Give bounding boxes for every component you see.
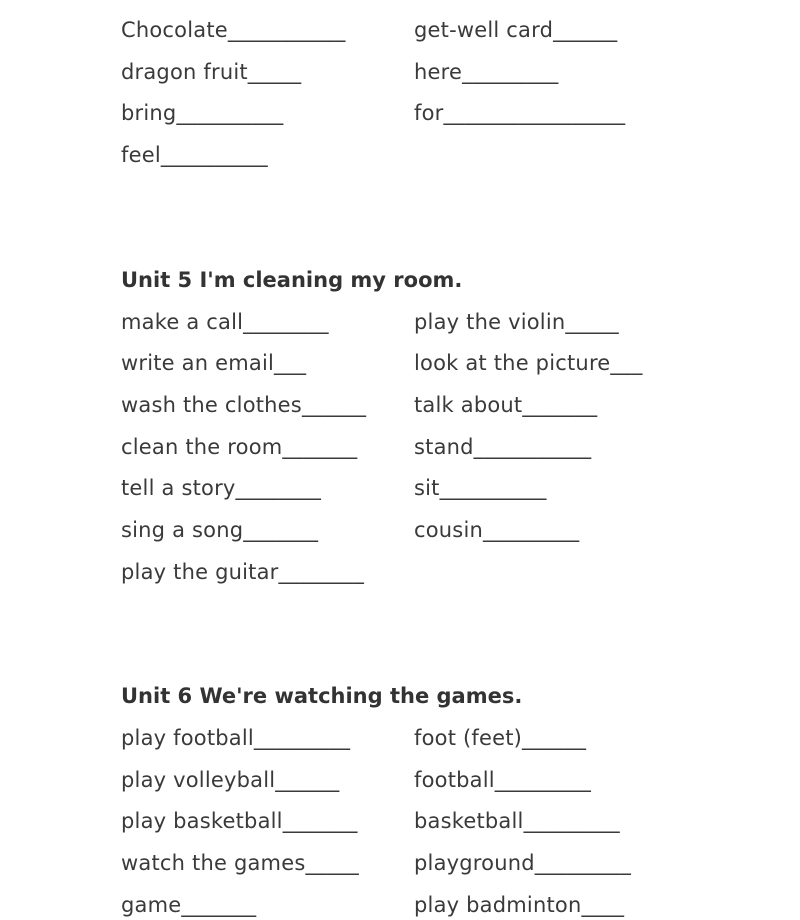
vocab-item-wash-the-clothes: wash the clothes______ xyxy=(121,393,367,417)
vocab-item-chocolate: Chocolate___________ xyxy=(121,18,346,42)
vocab-item-get-well-card: get-well card______ xyxy=(414,18,618,42)
vocab-item-here: here_________ xyxy=(414,60,559,84)
vocab-item-clean-the-room: clean the room_______ xyxy=(121,435,358,459)
vocab-item-play-the-guitar: play the guitar________ xyxy=(121,560,365,584)
vocab-item-watch-the-games: watch the games_____ xyxy=(121,851,359,875)
vocab-item-play-volleyball: play volleyball______ xyxy=(121,768,340,792)
vocab-item-talk-about: talk about_______ xyxy=(414,393,598,417)
vocab-item-game: game_______ xyxy=(121,893,257,917)
vocab-item-playground: playground_________ xyxy=(414,851,632,875)
vocab-item-play-football: play football_________ xyxy=(121,726,351,750)
vocab-item-stand: stand___________ xyxy=(414,435,592,459)
vocab-item-dragon-fruit: dragon fruit_____ xyxy=(121,60,302,84)
vocab-item-for: for_________________ xyxy=(414,101,626,125)
vocab-item-play-badminton: play badminton____ xyxy=(414,893,625,917)
vocab-item-play-basketball: play basketball_______ xyxy=(121,809,358,833)
vocab-item-look-at-the-picture: look at the picture___ xyxy=(414,351,643,375)
vocab-item-cousin: cousin_________ xyxy=(414,518,580,542)
vocab-item-make-a-call: make a call________ xyxy=(121,310,329,334)
vocab-item-foot-feet: foot (feet)______ xyxy=(414,726,587,750)
vocab-item-basketball: basketball_________ xyxy=(414,809,620,833)
vocab-item-tell-a-story: tell a story________ xyxy=(121,476,322,500)
vocab-item-feel: feel__________ xyxy=(121,143,268,167)
vocab-item-football: football_________ xyxy=(414,768,592,792)
unit6-title: Unit 6 We're watching the games. xyxy=(121,684,523,708)
vocab-item-sit: sit__________ xyxy=(414,476,547,500)
vocab-item-sing-a-song: sing a song_______ xyxy=(121,518,319,542)
vocab-item-write-an-email: write an email___ xyxy=(121,351,307,375)
vocab-item-play-the-violin: play the violin_____ xyxy=(414,310,619,334)
vocab-item-bring: bring__________ xyxy=(121,101,284,125)
unit5-title: Unit 5 I'm cleaning my room. xyxy=(121,268,463,292)
